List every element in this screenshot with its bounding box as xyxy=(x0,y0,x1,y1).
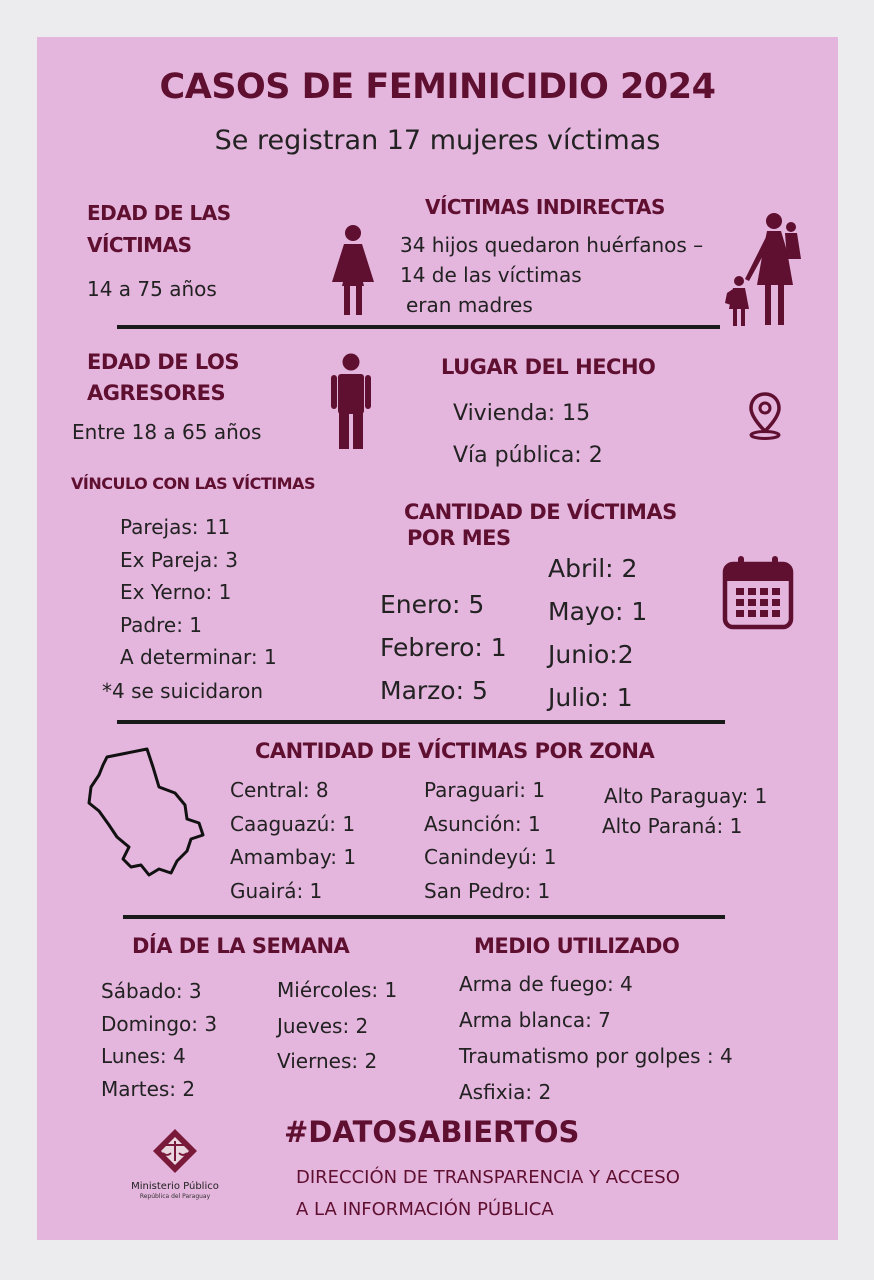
lugar-list xyxy=(453,393,603,477)
lugar-heading: LUGAR DEL HECHO xyxy=(441,355,656,379)
victimas-indirectas-text xyxy=(400,230,703,320)
medio-item: Arma de fuego: 4 xyxy=(459,972,633,996)
ministerio-publico-logo xyxy=(135,1127,215,1173)
edad-agresores-heading-line1: EDAD DE LOS xyxy=(87,350,239,374)
page-subtitle: Se registran 17 mujeres víctimas xyxy=(214,125,661,156)
edad-agresores-heading xyxy=(87,347,239,409)
zona-col3 xyxy=(602,781,767,841)
zona-item: Central: 8 xyxy=(230,778,329,802)
zona-item: Paraguari: 1 xyxy=(424,778,546,802)
vinculo-item: Ex Yerno: 1 xyxy=(120,580,232,604)
vinculo-item: Ex Pareja: 3 xyxy=(120,547,238,572)
por-mes-col2 xyxy=(548,547,647,719)
footer-direccion xyxy=(296,1162,680,1226)
logo-name: Ministerio Público xyxy=(131,1181,219,1192)
dia-item: Domingo: 3 xyxy=(101,1011,218,1036)
medio-item: Asfixia: 2 xyxy=(459,1080,552,1104)
edad-victimas-value: 14 a 75 años xyxy=(87,277,217,301)
man-icon xyxy=(331,353,371,451)
por-zona-heading: CANTIDAD DE VÍCTIMAS POR ZONA xyxy=(255,739,655,763)
hashtag-datos-abiertos: #DATOSABIERTOS xyxy=(284,1115,580,1149)
vinculo-item: A determinar: 1 xyxy=(120,645,277,669)
footer-line2: A LA INFORMACIÓN PÚBLICA xyxy=(296,1199,554,1220)
mother-children-icon xyxy=(723,211,803,329)
dia-item: Viernes: 2 xyxy=(277,1049,378,1073)
divider-2 xyxy=(117,720,725,724)
por-mes-col1 xyxy=(380,583,507,712)
medio-list xyxy=(459,966,733,1110)
dia-item: Martes: 2 xyxy=(101,1076,196,1101)
infographic-poster xyxy=(37,37,838,1240)
footer-line1: DIRECCIÓN DE TRANSPARENCIA Y ACCESO xyxy=(296,1167,680,1188)
mes-item: Julio: 1 xyxy=(548,683,633,712)
paraguay-map-icon xyxy=(87,747,207,877)
zona-item: Guairá: 1 xyxy=(230,878,323,903)
zona-item: Canindeyú: 1 xyxy=(424,845,557,869)
dia-col1 xyxy=(101,975,217,1105)
edad-agresores-value: Entre 18 a 65 años xyxy=(72,420,262,444)
por-mes-heading-line2: POR MES xyxy=(407,526,511,550)
victimas-indirectas-line3: eran madres xyxy=(406,293,533,317)
mes-item: Mayo: 1 xyxy=(548,597,648,626)
edad-victimas-heading-line2: VÍCTIMAS xyxy=(87,233,192,257)
zona-col1 xyxy=(230,774,356,908)
logo-subtitle: República del Paraguay xyxy=(139,1193,211,1200)
divider-1 xyxy=(117,325,720,329)
por-mes-heading xyxy=(404,499,677,551)
vinculo-item: Parejas: 11 xyxy=(120,515,231,539)
zona-item: Alto Paraná: 1 xyxy=(602,814,743,838)
dia-col2 xyxy=(277,973,397,1080)
mes-item: Junio:2 xyxy=(548,640,634,669)
location-pin-icon xyxy=(747,391,783,441)
edad-victimas-heading xyxy=(87,197,231,261)
dia-item: Miércoles: 1 xyxy=(277,978,398,1002)
vinculo-heading: VÍNCULO CON LAS VÍCTIMAS xyxy=(71,474,316,493)
calendar-icon xyxy=(722,555,794,631)
zona-item: Asunción: 1 xyxy=(424,811,541,836)
por-mes-heading-line1: CANTIDAD DE VÍCTIMAS xyxy=(404,500,677,524)
medio-item: Traumatismo por golpes : 4 xyxy=(459,1044,733,1068)
zona-item: Caaguazú: 1 xyxy=(230,811,356,836)
vinculo-list xyxy=(120,511,277,674)
mes-item: Enero: 5 xyxy=(380,590,485,619)
victimas-indirectas-line2: 14 de las víctimas xyxy=(400,263,582,287)
victimas-indirectas-heading: VÍCTIMAS INDIRECTAS xyxy=(425,195,665,219)
medio-heading: MEDIO UTILIZADO xyxy=(474,934,680,958)
zona-item: Amambay: 1 xyxy=(230,845,357,869)
zona-item: Alto Paraguay: 1 xyxy=(604,784,768,808)
mes-item: Febrero: 1 xyxy=(380,633,507,662)
dia-semana-heading: DÍA DE LA SEMANA xyxy=(132,934,350,958)
vinculo-item: Padre: 1 xyxy=(120,612,203,637)
edad-agresores-heading-line2: AGRESORES xyxy=(87,381,226,405)
page-title: CASOS DE FEMINICIDIO 2024 xyxy=(159,67,716,107)
mes-item: Marzo: 5 xyxy=(380,676,488,705)
lugar-item-vivienda: Vivienda: 15 xyxy=(453,401,591,426)
medio-item: Arma blanca: 7 xyxy=(459,1008,611,1032)
lugar-item-via-publica: Vía pública: 2 xyxy=(453,443,603,468)
woman-icon xyxy=(330,224,376,316)
mes-item: Abril: 2 xyxy=(548,554,638,583)
zona-item: San Pedro: 1 xyxy=(424,878,551,903)
vinculo-note: *4 se suicidaron xyxy=(102,679,264,703)
edad-victimas-heading-line1: EDAD DE LAS xyxy=(87,201,231,225)
dia-item: Sábado: 3 xyxy=(101,979,202,1003)
divider-3 xyxy=(123,915,725,919)
zona-col2 xyxy=(424,774,556,908)
victimas-indirectas-line1: 34 hijos quedaron huérfanos – xyxy=(400,233,704,257)
dia-item: Lunes: 4 xyxy=(101,1044,186,1068)
dia-item: Jueves: 2 xyxy=(277,1013,369,1038)
